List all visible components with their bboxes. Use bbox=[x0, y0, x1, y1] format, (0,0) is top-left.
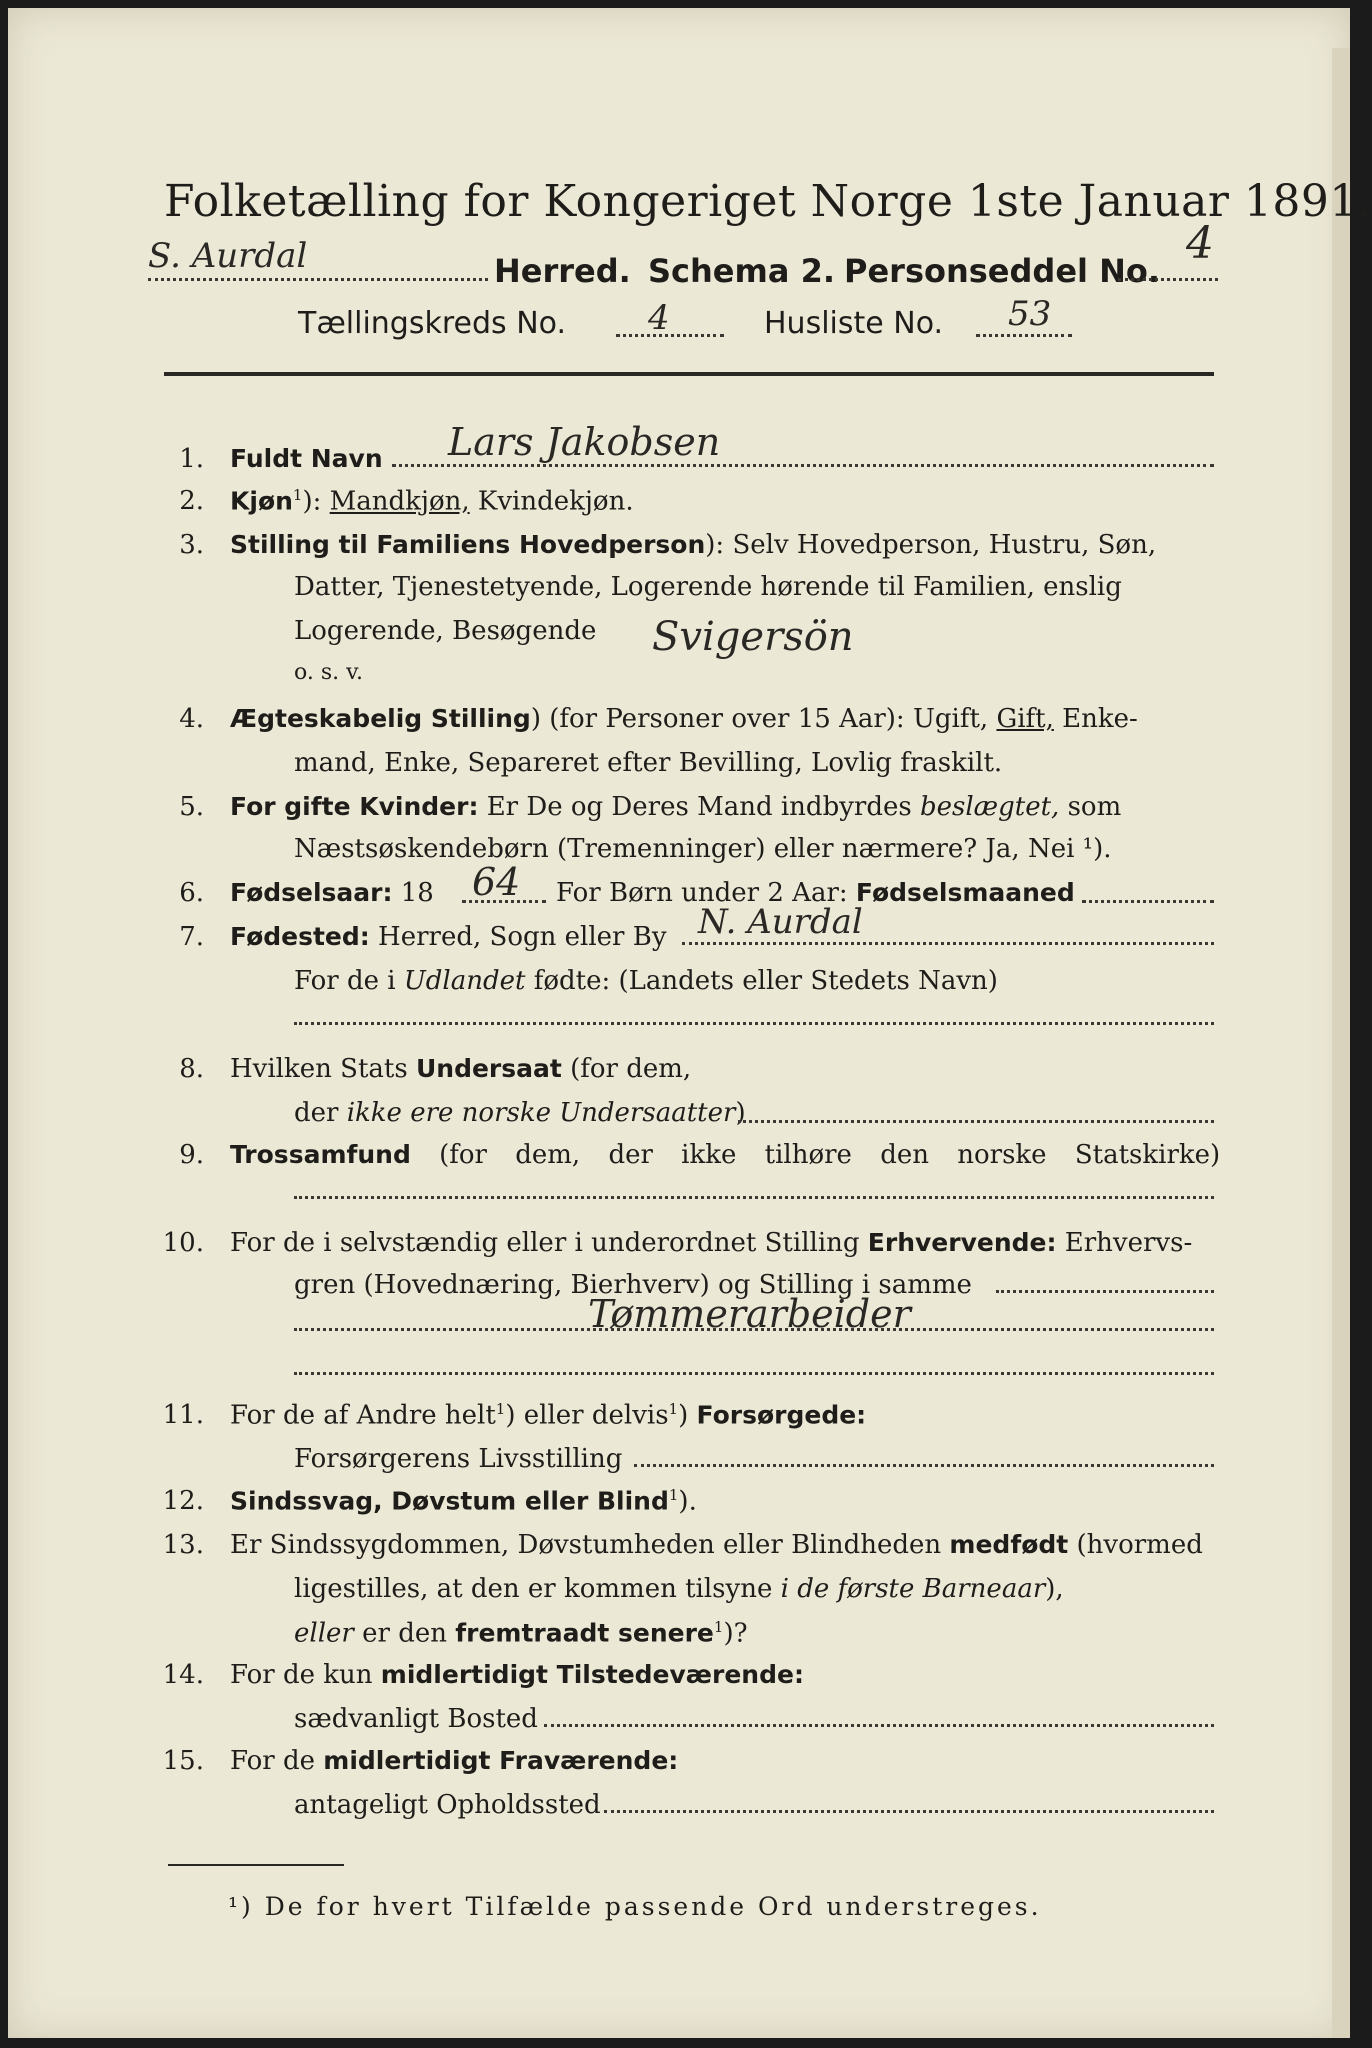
fodselsaar-value: 64 bbox=[472, 860, 521, 904]
personseddel-value: 4 bbox=[1186, 218, 1214, 269]
er-den-text: er den bbox=[362, 1618, 447, 1649]
fodselsaar-label: Fødselsaar: bbox=[230, 878, 393, 907]
sindssygdom-line2: ligestilles, at den er kommen tilsyne bbox=[294, 1574, 773, 1604]
erhverv-line1: For de i selvstændig eller i underordnet Stilling bbox=[230, 1228, 860, 1258]
field-number: 15. bbox=[162, 1746, 204, 1776]
form-title: Folketælling for Kongeriget Norge 1ste Januar 1891. bbox=[164, 176, 1372, 227]
fuldt-navn-label: Fuldt Navn bbox=[230, 444, 383, 473]
husliste-value: 53 bbox=[1008, 294, 1052, 334]
born-under-2-text: For Børn under 2 Aar: bbox=[556, 878, 848, 908]
bosted-dots bbox=[544, 1724, 1214, 1727]
paren-close: ), bbox=[1045, 1574, 1064, 1604]
udlandet-dots bbox=[294, 1022, 1214, 1025]
stilling-line3: Logerende, Besøgende bbox=[294, 616, 597, 646]
herred-dots bbox=[148, 278, 488, 281]
fodselsmaaned-dots bbox=[1082, 900, 1214, 903]
paper-edge bbox=[1332, 48, 1350, 2038]
forsorgerens-label: Forsørgerens Livsstilling bbox=[294, 1444, 623, 1474]
undersaatter-text: ikke ere norske Undersaatter bbox=[346, 1098, 736, 1128]
erhverv-dots-3 bbox=[294, 1372, 1214, 1375]
undersaat-dots bbox=[738, 1120, 1214, 1123]
footnote-text: ¹) De for hvert Tilfælde passende Ord understreges. bbox=[228, 1892, 1042, 1921]
trossamfund-label: Trossamfund bbox=[230, 1140, 411, 1169]
field-number: 13. bbox=[162, 1530, 204, 1560]
aegteskab-enke: Enke- bbox=[1062, 704, 1138, 734]
fuldt-navn-value: Lars Jakobsen bbox=[448, 420, 721, 464]
udlandet-line2: fødte: (Landets eller Stedets Navn) bbox=[533, 966, 998, 996]
forsorgede-label: Forsørgede: bbox=[696, 1400, 867, 1430]
footnote-marker: 1 bbox=[292, 486, 303, 504]
kreds-dots bbox=[616, 334, 724, 337]
som-text: som bbox=[1067, 792, 1122, 822]
erhvervende-label: Erhvervende: bbox=[867, 1228, 1057, 1257]
footnote-marker: 1 bbox=[495, 1400, 506, 1418]
gifte-kvinder-label: For gifte Kvinder: bbox=[230, 792, 479, 821]
field-number: 10. bbox=[162, 1228, 204, 1258]
udlandet-text: Udlandet bbox=[403, 966, 526, 996]
sindssvag-label: Sindssvag, Døvstum eller Blind bbox=[230, 1486, 669, 1516]
header-rule bbox=[164, 372, 1214, 376]
fodested-value: N. Aurdal bbox=[698, 902, 863, 942]
stats-prefix: Hvilken Stats bbox=[230, 1054, 408, 1084]
undersaat-label: Undersaat bbox=[415, 1054, 562, 1083]
erhverv-value: Tømmerarbeider bbox=[588, 1292, 911, 1336]
trossamfund-line1: (for dem, der ikke tilhøre den norske Statskirke) bbox=[439, 1140, 1221, 1170]
stilling-label: Stilling til Familiens Hovedperson bbox=[230, 530, 706, 559]
fravaerende-prefix: For de bbox=[230, 1746, 315, 1776]
field-number: 9. bbox=[179, 1140, 204, 1170]
kjon-option-mandkjon: Mandkjøn, bbox=[329, 486, 470, 517]
census-form bbox=[8, 8, 1372, 2038]
tilstede-label: midlertidigt Tilstedeværende: bbox=[380, 1660, 804, 1689]
herred-label: Herred. bbox=[494, 252, 631, 290]
paren-close: ) bbox=[735, 1098, 746, 1128]
fodselsaar-prefix: 18 bbox=[400, 878, 434, 908]
gifte-kvinder-line1: Er De og Deres Mand indbyrdes bbox=[486, 792, 912, 822]
field-number: 14. bbox=[162, 1660, 204, 1690]
fodested-label: Fødested: bbox=[230, 922, 370, 951]
stilling-line4: o. s. v. bbox=[294, 660, 363, 685]
footnote-marker: 1 bbox=[668, 1400, 679, 1418]
tilstede-prefix: For de kun bbox=[230, 1660, 373, 1690]
fremtraadt-label: fremtraadt senere bbox=[455, 1618, 714, 1648]
medfodt-label: medfødt bbox=[949, 1530, 1069, 1559]
herred-value: S. Aurdal bbox=[148, 236, 308, 276]
erhverv-dots-2 bbox=[294, 1328, 1214, 1331]
forsorgerens-dots bbox=[634, 1464, 1214, 1467]
footnote-marker: 1 bbox=[713, 1618, 724, 1636]
personseddel-dots bbox=[1118, 278, 1218, 281]
aegteskab-line1: ) (for Personer over 15 Aar): Ugift, bbox=[530, 704, 989, 734]
opholdssted-label: antageligt Opholdssted bbox=[294, 1790, 601, 1820]
barneaar-text: i de første Barneaar bbox=[780, 1574, 1046, 1604]
hvormed-text: (hvormed bbox=[1076, 1530, 1203, 1560]
aegteskab-line2: mand, Enke, Separeret efter Bevilling, Lovlig fraskilt. bbox=[294, 748, 1003, 778]
schema-label: Schema 2. bbox=[648, 252, 835, 290]
stats-line1: (for dem, bbox=[570, 1054, 692, 1084]
field-number: 2. bbox=[179, 486, 204, 516]
field-number: 1. bbox=[179, 444, 204, 474]
kjon-option-kvindekjon: Kvindekjøn. bbox=[477, 486, 634, 517]
beslaegtet-text: beslægtet, bbox=[919, 792, 1060, 822]
eller-text: eller bbox=[294, 1618, 354, 1649]
field-number: 8. bbox=[179, 1054, 204, 1084]
field-number: 4. bbox=[179, 704, 204, 734]
gifte-kvinder-line2: Næstsøskendebørn (Tremenninger) eller nærmere? Ja, Nei ¹). bbox=[294, 834, 1112, 864]
footnote-rule bbox=[168, 1864, 344, 1866]
field-number: 6. bbox=[179, 878, 204, 908]
kjon-rest: ): bbox=[302, 486, 322, 517]
fuldt-navn-dots bbox=[392, 464, 1214, 467]
husliste-label: Husliste No. bbox=[764, 306, 944, 341]
erhverv-line2: gren (Hovednæring, Bierhverv) og Stilling i samme bbox=[294, 1270, 972, 1300]
der-text: der bbox=[294, 1098, 339, 1128]
field-number: 3. bbox=[179, 530, 204, 560]
field-number: 7. bbox=[179, 922, 204, 952]
trossamfund-dots bbox=[294, 1196, 1214, 1199]
footnote-marker: 1 bbox=[668, 1486, 679, 1504]
field-number: 11. bbox=[162, 1400, 204, 1430]
forsorgede-line1c: ) bbox=[678, 1400, 689, 1431]
field-number: 12. bbox=[162, 1486, 204, 1516]
sindssygdom-line1: Er Sindssygdommen, Døvstumheden eller Blindheden bbox=[230, 1530, 942, 1560]
kjon-label: Kjøn bbox=[230, 486, 293, 516]
kreds-label: Tællingskreds No. bbox=[298, 306, 566, 341]
kreds-value: 4 bbox=[648, 298, 670, 338]
forsorgede-line1a: For de af Andre helt bbox=[230, 1400, 496, 1431]
personseddel-label: Personseddel No. bbox=[844, 252, 1161, 290]
sindssvag-rest: ). bbox=[678, 1486, 697, 1517]
fodested-dots bbox=[682, 942, 1214, 945]
fravaerende-label: midlertidigt Fraværende: bbox=[323, 1746, 679, 1775]
forsorgede-line1b: ) eller delvis bbox=[505, 1400, 669, 1431]
bosted-label: sædvanligt Bosted bbox=[294, 1704, 538, 1734]
stilling-line1: ): Selv Hovedperson, Hustru, Søn, bbox=[705, 530, 1157, 560]
paren-close: )? bbox=[723, 1618, 748, 1649]
stilling-line2: Datter, Tjenestetyende, Logerende hørende til Familien, enslig bbox=[294, 572, 1122, 602]
erhverv-dots-1 bbox=[996, 1290, 1214, 1293]
fodested-line1: Herred, Sogn eller By bbox=[378, 922, 667, 952]
erhvervs-text: Erhvervs- bbox=[1064, 1228, 1193, 1258]
aegteskab-option-gift: Gift, bbox=[996, 704, 1054, 734]
udlandet-prefix: For de i bbox=[294, 966, 396, 996]
field-number: 5. bbox=[179, 792, 204, 822]
opholdssted-dots bbox=[604, 1810, 1214, 1813]
stilling-value: Svigersön bbox=[652, 614, 854, 660]
fodselsmaaned-label: Fødselsmaaned bbox=[855, 878, 1075, 907]
aegteskab-label: Ægteskabelig Stilling bbox=[230, 704, 531, 733]
husliste-dots bbox=[976, 334, 1072, 337]
